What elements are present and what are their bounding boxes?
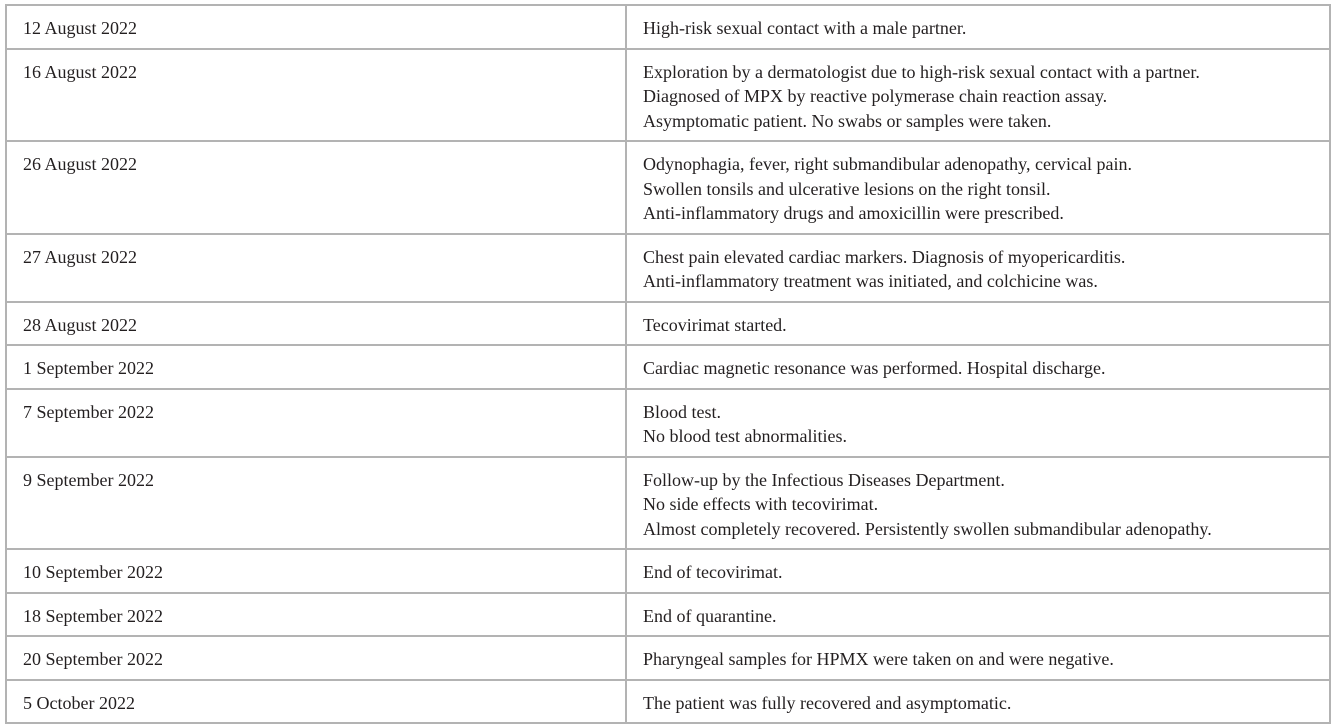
date-text: 9 September 2022 (23, 469, 154, 490)
timeline-table (5, 4, 1331, 724)
event-cell (626, 457, 1330, 550)
table-row (6, 549, 1330, 593)
event-line: End of tecovirimat. (643, 562, 783, 582)
event-cell (626, 49, 1330, 142)
event-cell (626, 636, 1330, 680)
event-line: The patient was fully recovered and asymptomatic. (643, 692, 1012, 713)
date-text: 10 September 2022 (23, 562, 163, 582)
timeline-body (6, 5, 1330, 723)
date-cell (6, 141, 626, 234)
event-line: Tecovirimat started. (643, 314, 787, 335)
event-line: Swollen tonsils and ulcerative lesions on the right tonsil. (643, 178, 1051, 199)
table-row (6, 5, 1330, 49)
date-cell (6, 345, 626, 389)
date-text: 26 August 2022 (23, 154, 138, 174)
event-cell (626, 389, 1330, 457)
date-cell (6, 593, 626, 637)
event-line: Asymptomatic patient. No swabs or samples were taken. (643, 110, 1052, 131)
event-line: Pharyngeal samples for HPMX were taken on and were negative. (643, 649, 1114, 669)
event-line: High-risk sexual contact with a male partner. (643, 18, 967, 38)
date-cell (6, 549, 626, 593)
event-line: Anti-inflammatory treatment was initiated, and colchicine was. (643, 271, 1098, 291)
date-cell (6, 5, 626, 49)
date-cell (6, 302, 626, 346)
date-cell (6, 680, 626, 724)
event-line: Almost completely recovered. Persistently swollen submandibular adenopathy. (643, 518, 1212, 539)
date-cell (6, 636, 626, 680)
date-cell (6, 234, 626, 302)
event-cell (626, 680, 1330, 724)
event-cell (626, 5, 1330, 49)
date-cell (6, 389, 626, 457)
event-line: Diagnosed of MPX by reactive polymerase chain reaction assay. (643, 86, 1108, 106)
table-row (6, 234, 1330, 302)
event-line: No side effects with tecovirimat. (643, 494, 879, 514)
event-cell (626, 593, 1330, 637)
table-row (6, 636, 1330, 680)
event-line: Cardiac magnetic resonance was performed. Hospital discharge. (643, 358, 1106, 378)
event-cell (626, 141, 1330, 234)
table-row (6, 680, 1330, 724)
event-line: Follow-up by the Infectious Diseases Department. (643, 469, 1005, 490)
event-line: No blood test abnormalities. (643, 426, 847, 446)
date-text: 18 September 2022 (23, 605, 163, 626)
event-line: Blood test. (643, 401, 722, 422)
event-line: End of quarantine. (643, 605, 777, 626)
date-text: 27 August 2022 (23, 246, 138, 267)
table-row (6, 593, 1330, 637)
date-cell (6, 457, 626, 550)
table-row (6, 302, 1330, 346)
event-cell (626, 345, 1330, 389)
event-line: Anti-inflammatory drugs and amoxicillin were prescribed. (643, 203, 1064, 223)
event-cell (626, 234, 1330, 302)
date-text: 1 September 2022 (23, 358, 154, 378)
event-line: Exploration by a dermatologist due to high-risk sexual contact with a partner. (643, 61, 1200, 82)
date-text: 5 October 2022 (23, 692, 135, 713)
event-cell (626, 549, 1330, 593)
date-text: 16 August 2022 (23, 61, 138, 82)
event-line: Chest pain elevated cardiac markers. Diagnosis of myopericarditis. (643, 246, 1126, 267)
date-text: 20 September 2022 (23, 649, 163, 669)
table-row (6, 49, 1330, 142)
event-line: Odynophagia, fever, right submandibular adenopathy, cervical pain. (643, 154, 1132, 174)
table-row (6, 141, 1330, 234)
event-cell (626, 302, 1330, 346)
table-row (6, 389, 1330, 457)
table-row (6, 457, 1330, 550)
date-text: 28 August 2022 (23, 314, 138, 335)
table-row (6, 345, 1330, 389)
date-text: 7 September 2022 (23, 401, 154, 422)
date-text: 12 August 2022 (23, 18, 138, 38)
date-cell (6, 49, 626, 142)
